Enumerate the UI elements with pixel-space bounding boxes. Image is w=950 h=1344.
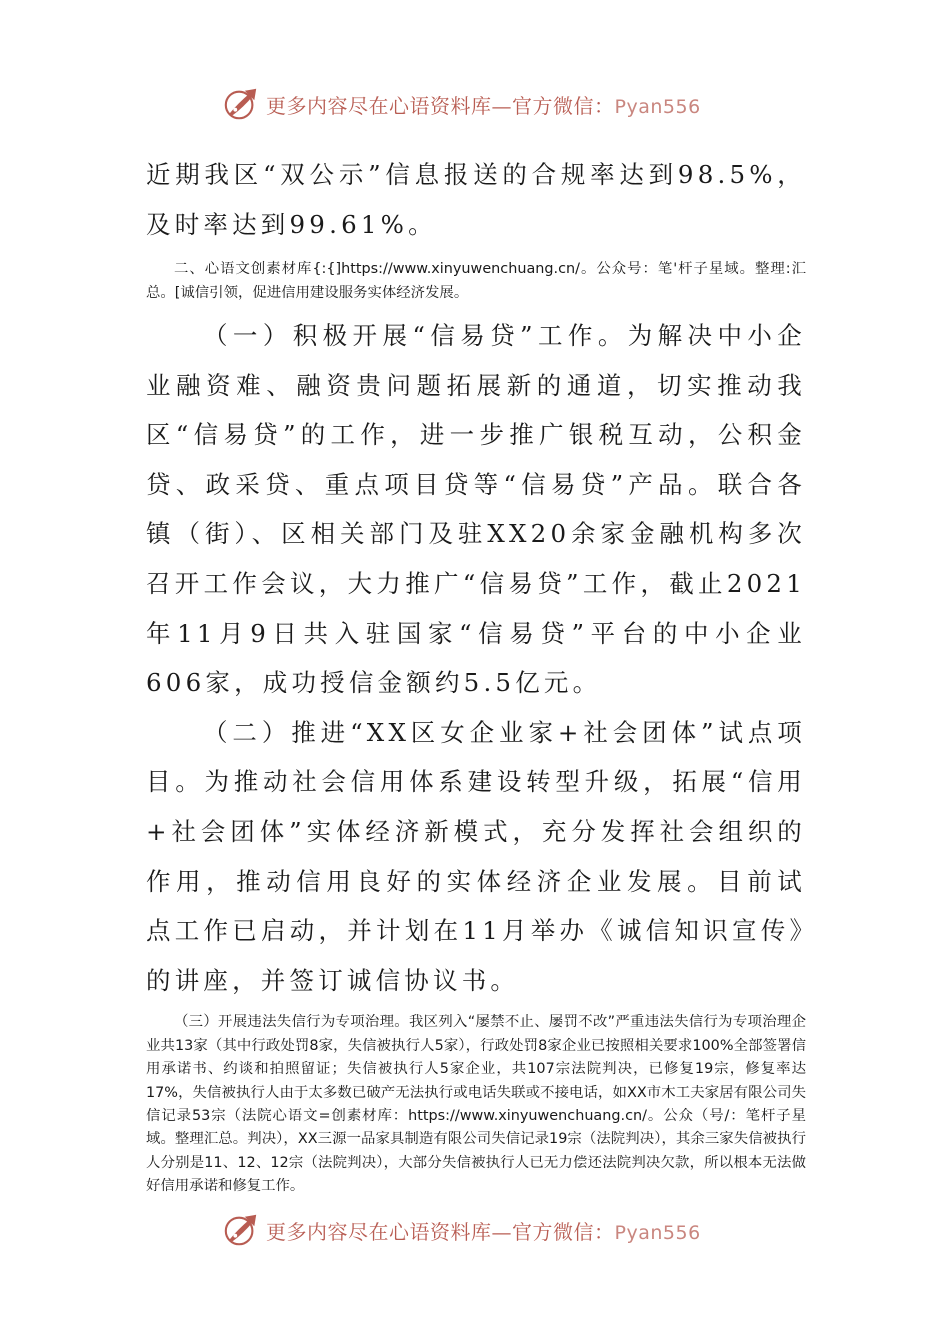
watermark-text: 更多内容尽在心语资料库—官方微信：Pyan556 (266, 1219, 701, 1244)
pen-nib-logo-icon (222, 85, 260, 123)
pen-nib-logo-icon (222, 1211, 260, 1249)
watermark-text: 更多内容尽在心语资料库—官方微信：Pyan556 (266, 93, 701, 118)
paragraph-disclosure-rate: 近期我区“双公示”信息报送的合规率达到98.5%，及时率达到99.61%。 (146, 160, 806, 239)
paragraph-dishonesty-governance: （三）开展违法失信行为专项治理。我区列入“屡禁不止、屡罚不改”严重违法失信行为专项治理企业共13家（其中行政处罚8家，失信被执行人5家），行政处罚8家企业已按照相关要求100%全部签署信用承诺书、约谈和拍照留证；失信被执行人5家企业，共107宗法院判决，已修复19宗，修复率达17%，失信被执行人由于太多数已破产无法执行或电话失联或不接电话，如XX市木工夫家居有限公司失信记录53宗（法院心语文=创素材库：https://www.xinyuwenchuang.cn/。公众（号/：笔杆子星域。整理汇总。判决），XX三源一品家具制造有限公司失信记录19宗（法院判决），其余三家失信被执行人分别是11、12、12宗（法院判决），大部分失信被执行人已无力偿还法院判决欠款，所以根本无法做好信用承诺和修复工作。 (146, 1014, 806, 1195)
section-heading-two: 二、心语文创素材库{:{]https://www.xinyuwenchuang.cn/。公众号：笔'杆子星域。整理:汇总。[诚信引领，促进信用建设服务实体经济发展。 (146, 261, 806, 301)
watermark-wechat-id: Pyan556 (614, 95, 701, 118)
footer-watermark (222, 1210, 742, 1250)
document-body (146, 150, 806, 1199)
watermark-wechat-id: Pyan556 (614, 1221, 701, 1244)
header-watermark (222, 84, 742, 124)
paragraph-credit-loan: （一）积极开展“信易贷”工作。为解决中小企业融资难、融资贵问题拓展新的通道，切实推动我区“信易贷”的工作，进一步推广银税互动，公积金贷、政采贷、重点项目贷等“信易贷”产品。联合各镇（街）、区相关部门及驻XX20余家金融机构多次召开工作会议，大力推广“信易贷”工作，截止2021年11月9日共入驻国家“信易贷”平台的中小企业606家，成功授信金额约5.5亿元。 (146, 321, 806, 698)
paragraph-pilot-project: （二）推进“XX区女企业家+社会团体”试点项目。为推动社会信用体系建设转型升级，拓展“信用+社会团体”实体经济新模式，充分发挥社会组织的作用，推动信用良好的实体经济企业发展。目前试点工作已启动，并计划在11月举办《诚信知识宣传》的讲座，并签订诚信协议书。 (146, 717, 806, 995)
